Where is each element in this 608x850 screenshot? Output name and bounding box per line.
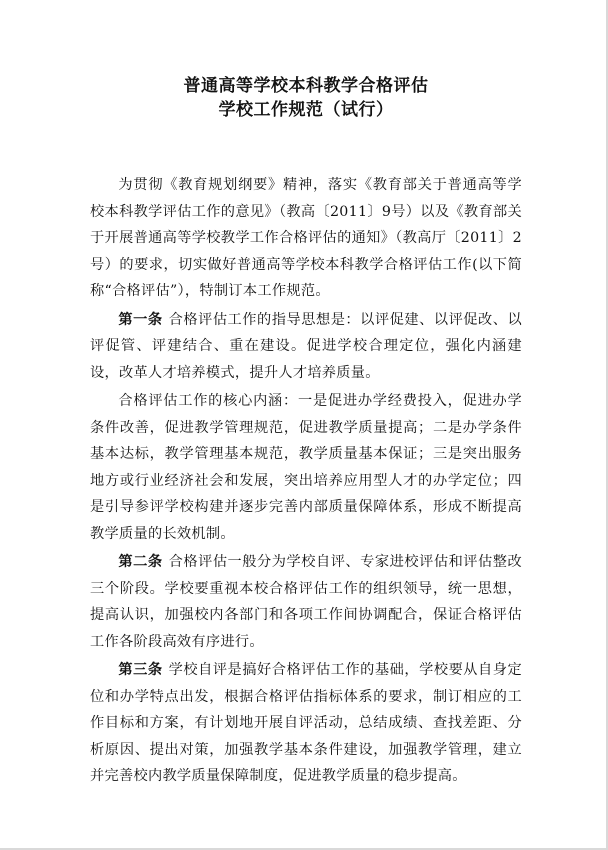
article-number: 第一条: [118, 311, 163, 328]
paragraph-article-3: [90, 657, 522, 790]
document-title: [90, 74, 522, 122]
paragraph-text: 合格评估一般分为学校自评、专家进校评估和评估整改三个阶段。学校要重视本校合格评估工作的组织领导，统一思想，提高认识，加强校内各部门和各项工作间协调配合，保证合格评估工作各阶段高效有序进行。: [90, 554, 523, 650]
paragraph-article-1: [90, 307, 522, 387]
paragraph-article-2: [90, 549, 522, 655]
article-number: 第二条: [118, 554, 163, 570]
paragraph-text: 合格评估工作的核心内涵：一是促进办学经费投入，促进办学条件改善，促进教学管理规范，促进教学质量提高；二是办学条件基本达标，教学管理基本规范，教学质量基本保证；三是突出服务地方或行业经济社会和发展，突出培养应用型人才的办学定位；四是引导参评学校构建并逐步完善内部质量保障体系，形成不断提高教学质量的长效机制。: [90, 393, 522, 542]
article-number: 第三条: [118, 662, 163, 678]
paragraph-preamble: [90, 172, 522, 305]
document-body: [90, 74, 522, 792]
title-line-2: 学校工作规范（试行）: [218, 100, 394, 120]
title-line-1: 普通高等学校本科教学合格评估: [183, 76, 429, 96]
paragraph-text: 学校自评是搞好合格评估工作的基础，学校要从自身定位和办学特点出发，根据合格评估指标体系的要求，制订相应的工作目标和方案，有计划地开展自评活动，总结成绩、查找差距、分析原因、提出对策，加强教学基本条件建设，加强教学管理，建立并完善校内教学质量保障制度，促进教学质量的稳步提高。: [90, 662, 523, 784]
paragraph-core-connotation: [90, 388, 522, 547]
paragraph-text: 为贯彻《教育规划纲要》精神，落实《教育部关于普通高等学校本科教学评估工作的意见》（教高〔2011〕9号）以及《教育部关于开展普通高等学校教学工作合格评估的通知》（教高厅〔2011〕2号）的要求，切实做好普通高等学校本科教学合格评估工作(以下简称“合格评估”），特制订本工作规范。: [90, 177, 522, 299]
paragraph-text: 合格评估工作的指导思想是：以评促建、以评促改、以评促管、评建结合、重在建设。促进学校合理定位，强化内涵建设，改革人才培养模式，提升人才培养质量。: [90, 311, 523, 381]
document-text: [90, 172, 522, 790]
